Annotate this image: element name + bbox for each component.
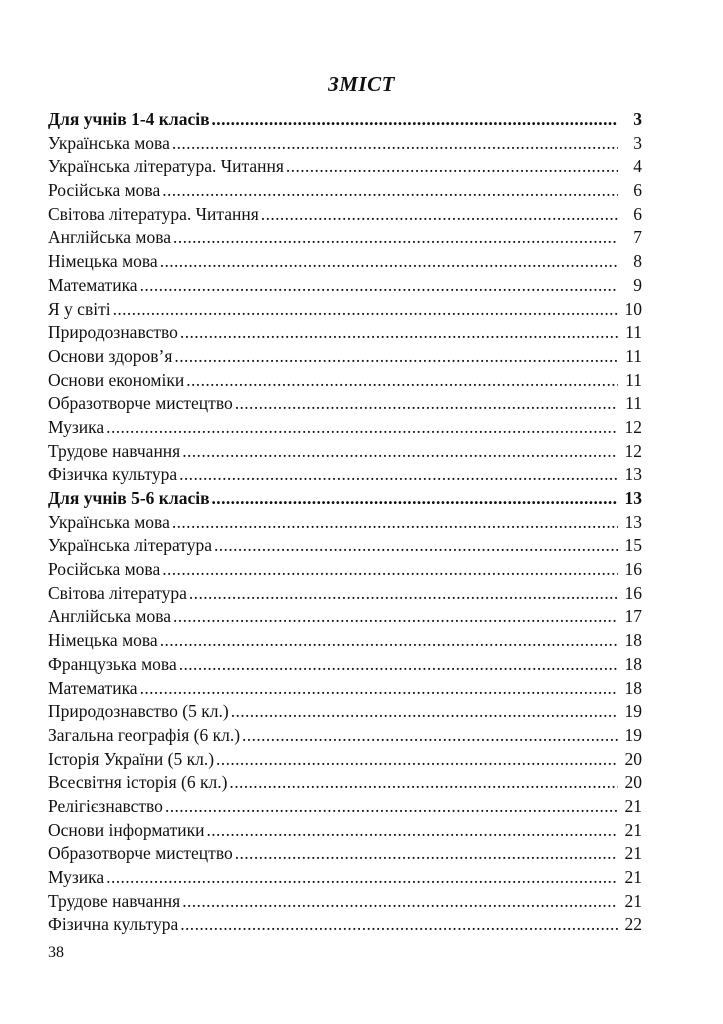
toc-entry-page: 16: [624, 559, 642, 580]
toc-entry-page: 4: [633, 156, 642, 177]
toc-entry-page: 18: [624, 677, 642, 698]
toc-entry: [48, 605, 642, 629]
toc-entry-page: 11: [625, 322, 642, 343]
dot-leader: [189, 582, 618, 606]
toc-entry-page: 17: [624, 606, 642, 627]
dot-leader: [182, 440, 618, 464]
toc-entry-page: 22: [624, 914, 642, 935]
toc-entry: [48, 771, 642, 795]
page-title: ЗМІСТ: [328, 72, 395, 96]
toc-entry-label: Образотворче мистецтво: [48, 393, 233, 414]
dot-leader: [173, 605, 618, 629]
dot-leader: [160, 250, 618, 274]
dot-leader: [229, 771, 618, 795]
toc-entry: [48, 842, 642, 866]
toc-entry-label: Музика: [48, 867, 105, 887]
toc-entry-label: Природознавство: [48, 322, 178, 343]
toc-entry-label: Загальна географія (6 кл.): [48, 724, 241, 745]
dot-leader: [180, 321, 618, 345]
dot-leader: [113, 298, 618, 322]
toc-entry-page: 12: [624, 416, 642, 437]
toc-entry: [48, 226, 642, 250]
toc-entry-label: Музика: [48, 416, 105, 437]
dot-leader: [140, 677, 618, 701]
dot-leader: [186, 369, 618, 393]
toc-entry-label: Англійська мова: [48, 606, 172, 627]
toc-entry-page: 12: [624, 440, 642, 461]
dot-leader: [173, 226, 618, 250]
dot-leader: [180, 913, 618, 937]
toc-entry-page: 18: [624, 630, 642, 651]
toc-entry: [48, 250, 642, 274]
toc-section-heading: [48, 487, 642, 511]
toc-entry-label: Я у світі: [48, 298, 111, 319]
toc-entry-label: Російська мова: [48, 180, 161, 201]
toc-entry: [48, 866, 642, 890]
toc-entry: [48, 629, 642, 653]
dot-leader: [172, 132, 618, 156]
toc-entry-label: Французька мова: [48, 653, 177, 674]
toc-entry-page: 21: [624, 819, 642, 840]
toc-entry-page: 20: [624, 748, 642, 769]
toc-entry-label: Всесвітня історія (6 кл.): [48, 772, 228, 793]
dot-leader: [212, 108, 618, 132]
toc-entry-label: Німецька мова: [48, 630, 158, 651]
toc-entry-label: Математика: [48, 677, 138, 698]
toc-entry: [48, 819, 642, 843]
toc-entry: [48, 416, 642, 440]
toc-entry-page: 21: [624, 890, 642, 911]
toc-entry-page: 19: [624, 701, 642, 722]
toc-entry-label: Трудове навчання: [48, 440, 181, 461]
toc-entry: [48, 653, 642, 677]
toc-entry-label: Для учнів 1-4 класів: [48, 109, 210, 129]
toc-entry: [48, 511, 642, 535]
toc-entry: [48, 534, 642, 558]
dot-leader: [140, 274, 618, 298]
toc-entry-label: Релігієзнавство: [48, 795, 163, 816]
toc-entry-label: Українська мова: [48, 132, 170, 153]
toc-entry-page: 21: [624, 843, 642, 864]
toc-entry-label: Основи економіки: [48, 369, 185, 390]
toc-entry-page: 21: [624, 795, 642, 816]
toc-entry: [48, 440, 642, 464]
toc-entry-page: 7: [633, 227, 642, 248]
toc-entry-page: 6: [633, 180, 642, 201]
toc-entry-label: Фізичка культура: [48, 464, 178, 485]
toc-entry-label: Для учнів 5-6 класів: [48, 488, 210, 508]
toc-entry-page: 15: [624, 535, 642, 556]
toc-entry: [48, 748, 642, 772]
toc-entry-page: 18: [624, 653, 642, 674]
toc-entry-page: 11: [625, 345, 642, 366]
toc-entry-page: 11: [625, 369, 642, 390]
toc-entry: [48, 724, 642, 748]
toc-entry: [48, 795, 642, 819]
dot-leader: [214, 534, 618, 558]
toc-entry-page: 19: [624, 724, 642, 745]
toc-entry-page: 13: [624, 511, 642, 532]
dot-leader: [182, 890, 618, 914]
toc-entry: [48, 558, 642, 582]
dot-leader: [162, 558, 618, 582]
toc-entry: [48, 298, 642, 322]
toc-entry-page: 10: [624, 298, 642, 319]
toc-entry: [48, 274, 642, 298]
dot-leader: [106, 866, 618, 890]
toc-entry-page: 3: [633, 132, 642, 153]
toc-entry-page: 6: [633, 203, 642, 224]
toc-entry-label: Світова література: [48, 582, 187, 603]
toc-section-heading: [48, 108, 642, 132]
toc-entry-label: Фізична культура: [48, 914, 179, 935]
toc-entry-page: 11: [625, 393, 642, 414]
dot-leader: [179, 463, 618, 487]
toc-entry-label: Англійська мова: [48, 227, 172, 248]
toc-entry: [48, 203, 642, 227]
dot-leader: [106, 416, 618, 440]
dot-leader: [261, 203, 618, 227]
dot-leader: [179, 653, 618, 677]
dot-leader: [235, 392, 618, 416]
dot-leader: [212, 487, 618, 511]
toc-entry: [48, 582, 642, 606]
toc-entry-label: Основи інформатики: [48, 819, 205, 840]
page-number: 38: [48, 944, 64, 961]
toc-entry-label: Математика: [48, 274, 138, 295]
toc-entry-label: Образотворче мистецтво: [48, 843, 233, 864]
toc-entry: [48, 677, 642, 701]
toc-entry-label: Трудове навчання: [48, 890, 181, 911]
dot-leader: [160, 629, 618, 653]
toc-entry: [48, 132, 642, 156]
dot-leader: [165, 795, 618, 819]
toc-entry: [48, 345, 642, 369]
toc-entry: [48, 155, 642, 179]
toc-entry-label: Німецька мова: [48, 251, 158, 272]
toc-entry-label: Історія України (5 кл.): [48, 748, 215, 769]
toc-entry-label: Основи здоров’я: [48, 345, 173, 366]
toc-entry-label: Світова література. Читання: [48, 203, 259, 224]
toc-entry-page: 3: [633, 109, 642, 129]
dot-leader: [242, 724, 618, 748]
toc-entry: [48, 913, 642, 937]
toc-entry: [48, 463, 642, 487]
toc-entry: [48, 321, 642, 345]
toc-entry-label: Природознавство (5 кл.): [48, 701, 229, 722]
dot-leader: [235, 842, 618, 866]
toc-entry-page: 9: [633, 274, 642, 295]
toc-entry-label: Українська мова: [48, 511, 170, 532]
toc-entry-label: Російська мова: [48, 559, 161, 580]
toc-entry-page: 8: [633, 251, 642, 272]
dot-leader: [174, 345, 618, 369]
toc-entry: [48, 179, 642, 203]
toc-entry: [48, 369, 642, 393]
toc-entry-label: Українська література. Читання: [48, 156, 284, 177]
toc-entry: [48, 700, 642, 724]
toc-entry-label: Українська література: [48, 535, 212, 556]
dot-leader: [162, 179, 618, 203]
dot-leader: [206, 819, 618, 843]
dot-leader: [216, 748, 618, 772]
table-of-contents: [48, 108, 642, 937]
toc-entry: [48, 392, 642, 416]
toc-entry-page: 16: [624, 582, 642, 603]
toc-entry-page: 20: [624, 772, 642, 793]
dot-leader: [231, 700, 618, 724]
toc-entry-page: 13: [624, 488, 642, 508]
toc-entry-page: 21: [624, 867, 642, 887]
dot-leader: [172, 511, 618, 535]
toc-entry: [48, 890, 642, 914]
dot-leader: [286, 155, 618, 179]
toc-entry-page: 13: [624, 464, 642, 485]
